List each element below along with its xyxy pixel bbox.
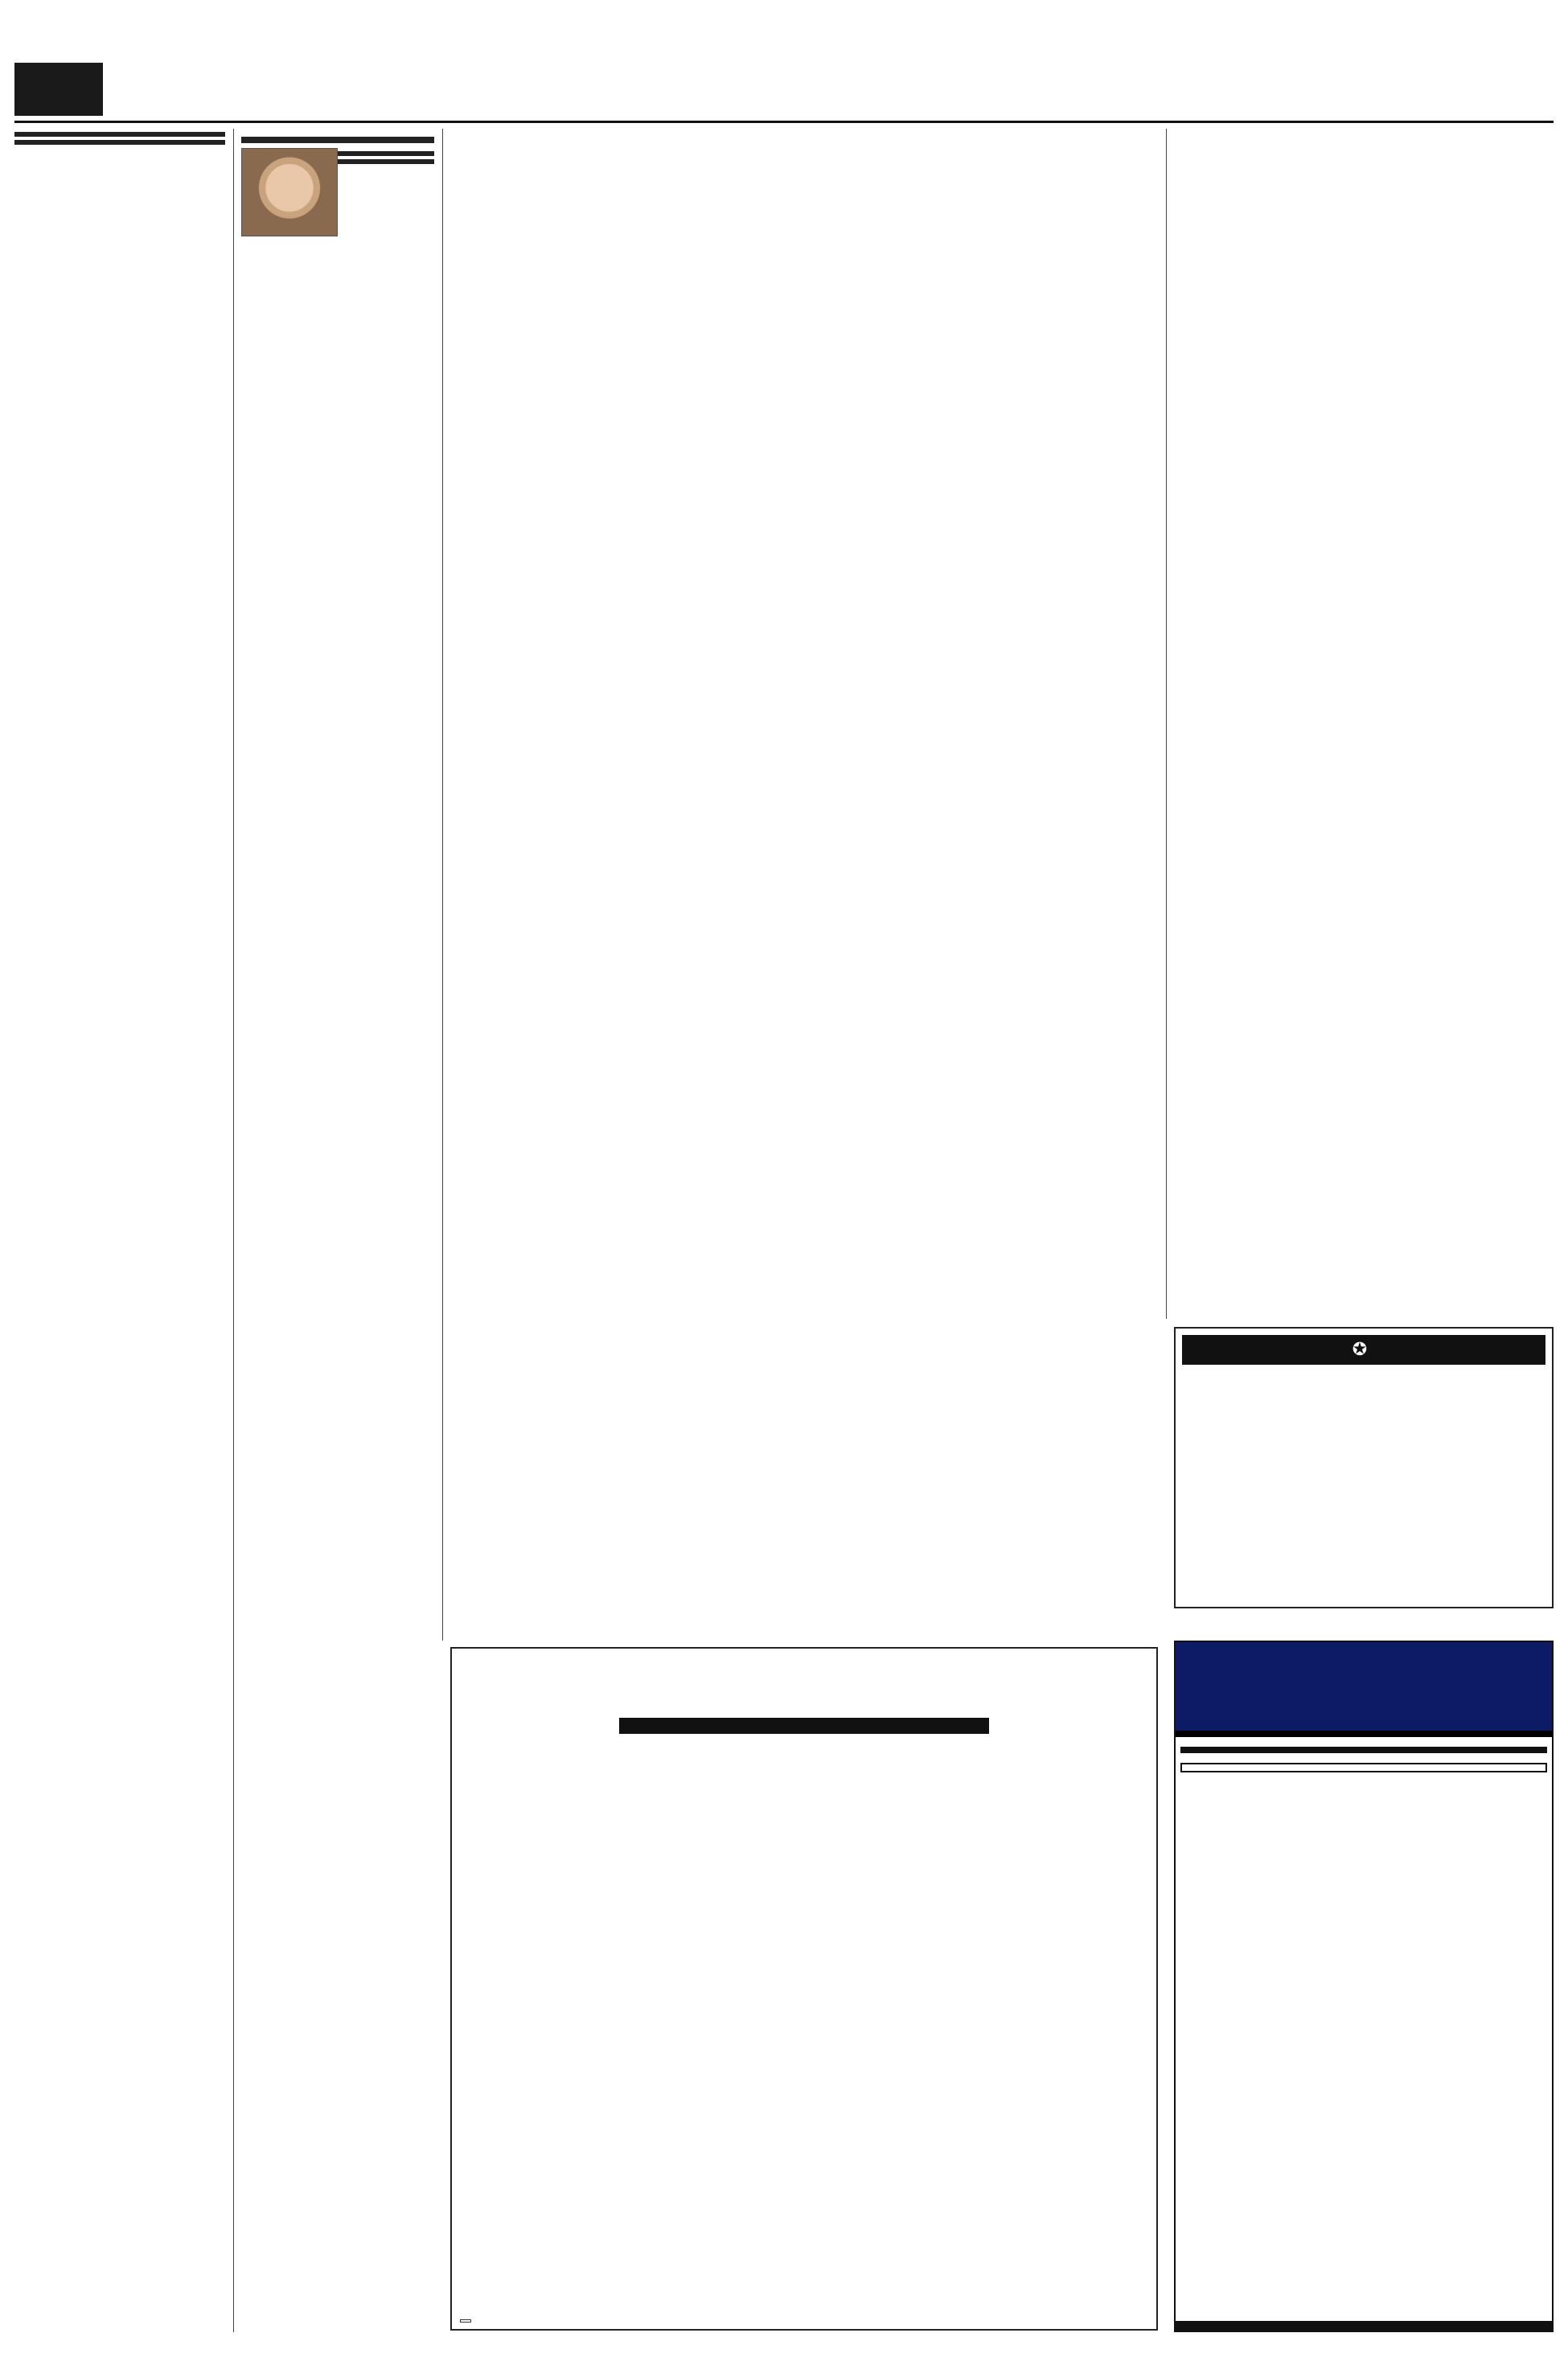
notice-ref-row <box>471 1687 1137 1705</box>
ucc-photo-grid <box>1176 1737 1552 1747</box>
child-photo <box>241 148 338 236</box>
column-divider <box>1166 129 1167 1319</box>
auction-notice <box>1174 1327 1554 1608</box>
column-3 <box>450 129 675 1641</box>
column-6 <box>1174 129 1554 1319</box>
header-rule <box>14 121 1554 123</box>
ucc-advertisement <box>1174 1641 1554 2332</box>
classified-section-title <box>14 132 225 137</box>
column-4 <box>683 129 909 1641</box>
column-2 <box>241 129 434 2332</box>
government-notice <box>450 1647 1158 2331</box>
column-5 <box>917 129 1158 1641</box>
page-header <box>0 0 1568 121</box>
ucc-footer <box>1176 2321 1552 2331</box>
ucc-headline <box>1176 1731 1552 1737</box>
ucc-branch-list <box>1176 1753 1552 1760</box>
classifieds-column <box>14 129 225 2332</box>
ucc-header <box>1176 1642 1552 1731</box>
notice-code <box>460 2319 471 2323</box>
classified-section2-title <box>14 140 225 145</box>
army-emblem-icon: ✪ <box>1352 1340 1368 1360</box>
page-number <box>14 63 103 116</box>
notice-title <box>619 1718 989 1734</box>
ucc-branch-title <box>1180 1747 1547 1753</box>
column-divider <box>233 129 234 2332</box>
ucc-orientation <box>1180 1763 1547 1772</box>
column-divider <box>442 129 443 1641</box>
appeal-title <box>241 137 434 143</box>
auction-title <box>1182 1335 1545 1365</box>
